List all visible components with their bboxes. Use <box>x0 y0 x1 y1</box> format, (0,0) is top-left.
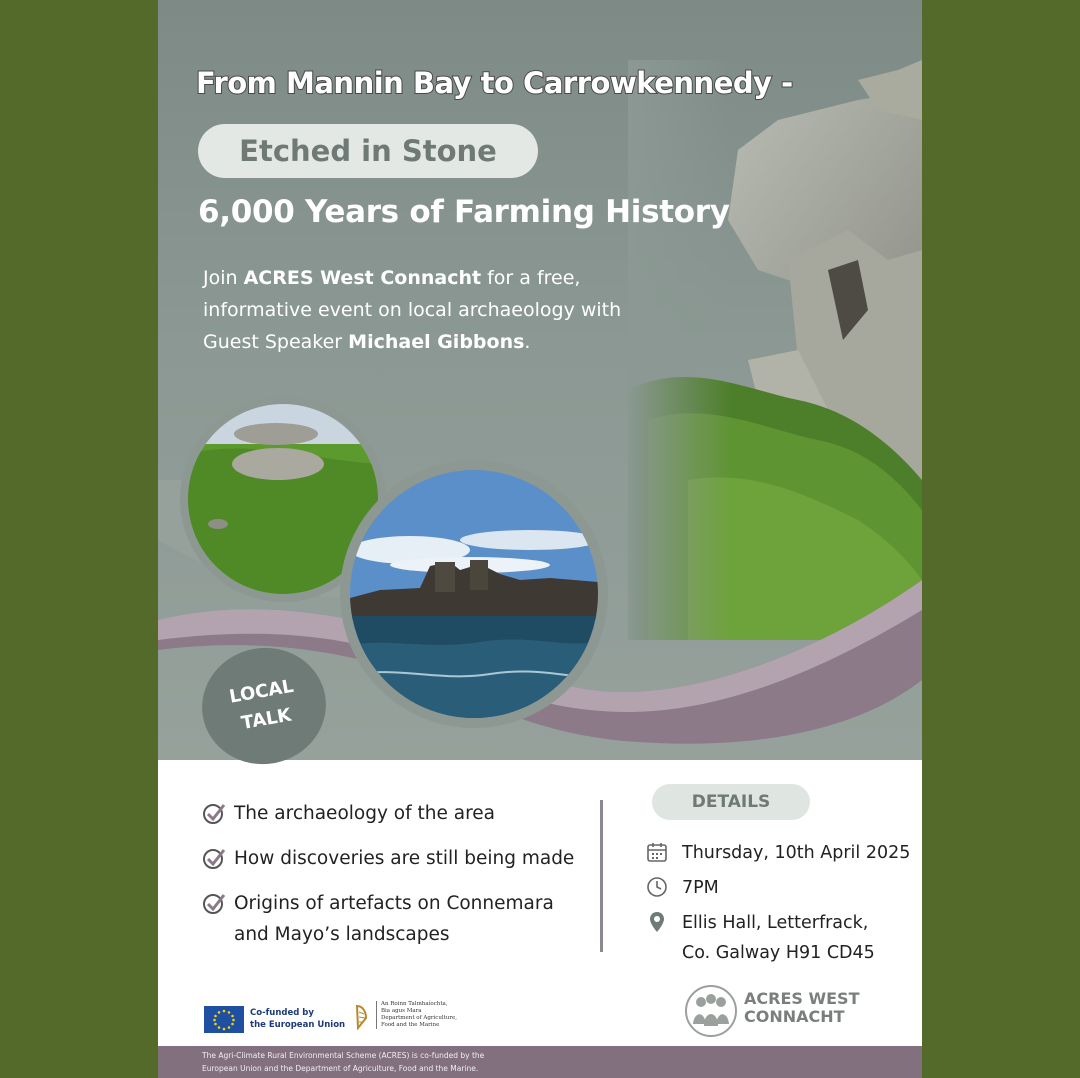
venue-line-1: Ellis Hall, Letterfrack, <box>682 913 869 933</box>
details-heading: DETAILS <box>652 784 810 820</box>
series-pill: Etched in Stone <box>198 124 538 178</box>
acres-logo-icon <box>684 984 738 1038</box>
topic-text: The archaeology of the area <box>234 803 495 824</box>
harp-icon <box>354 1004 368 1030</box>
gov-line-1: An Roinn Talmhaíochta, <box>381 1001 448 1007</box>
event-poster <box>158 0 922 1078</box>
acres-logo-text <box>744 990 859 1026</box>
gov-line-2: Bia agus Mara <box>381 1008 422 1014</box>
castle-ruin-image <box>350 470 598 718</box>
acres-line-2: CONNACHT <box>744 1007 845 1026</box>
badge-line-1: LOCAL <box>227 675 296 708</box>
acres-line-1: ACRES WEST <box>744 989 860 1008</box>
event-venue <box>682 908 875 968</box>
clock-icon <box>646 876 668 898</box>
topics-list <box>202 798 582 964</box>
eu-line-2: the European Union <box>250 1020 346 1030</box>
footer-disclaimer <box>158 1046 922 1078</box>
eu-flag-icon <box>204 1006 244 1033</box>
venue-line-2: Co. Galway H91 CD45 <box>682 943 875 963</box>
event-time: 7PM <box>682 878 719 898</box>
event-title: From Mannin Bay to Carrowkennedy - <box>196 66 793 100</box>
detail-time <box>646 873 719 903</box>
speaker-name: Michael Gibbons <box>348 331 525 353</box>
detail-venue <box>646 908 875 968</box>
calendar-icon <box>646 841 668 863</box>
intro-text-3: . <box>524 331 531 353</box>
list-item <box>202 888 582 950</box>
event-subtitle: 6,000 Years of Farming History <box>198 194 730 230</box>
intro-text-1: Join <box>203 267 244 289</box>
eu-cofunded-text <box>250 1007 345 1031</box>
check-circle-icon <box>202 846 226 870</box>
department-logo-text <box>376 1001 457 1029</box>
column-divider <box>600 800 603 952</box>
badge-line-2: TALK <box>239 704 293 734</box>
topic-text: Origins of artefacts on Connemara and Mayo’s landscapes <box>234 893 554 945</box>
detail-date <box>646 838 910 868</box>
footer-line-1: The Agri-Climate Rural Environmental Scheme (ACRES) is co-funded by the <box>202 1051 485 1060</box>
intro-paragraph <box>203 262 663 358</box>
footer-line-2: European Union and the Department of Agriculture, Food and the Marine. <box>202 1064 479 1073</box>
map-pin-icon <box>646 911 668 933</box>
check-circle-icon <box>202 801 226 825</box>
photo-castle-ruin <box>340 460 608 728</box>
eu-line-1: Co-funded by <box>250 1008 314 1018</box>
list-item <box>202 798 582 829</box>
intro-text-2: for a free, informative event on local archaeology with Guest Speaker <box>203 267 622 353</box>
list-item <box>202 843 582 874</box>
organiser-name: ACRES West Connacht <box>243 267 482 289</box>
gov-line-4: Food and the Marine <box>381 1022 440 1028</box>
check-circle-icon <box>202 891 226 915</box>
topic-text: How discoveries are still being made <box>234 848 575 869</box>
gov-line-3: Department of Agriculture, <box>381 1015 458 1021</box>
event-date: Thursday, 10th April 2025 <box>682 843 911 863</box>
